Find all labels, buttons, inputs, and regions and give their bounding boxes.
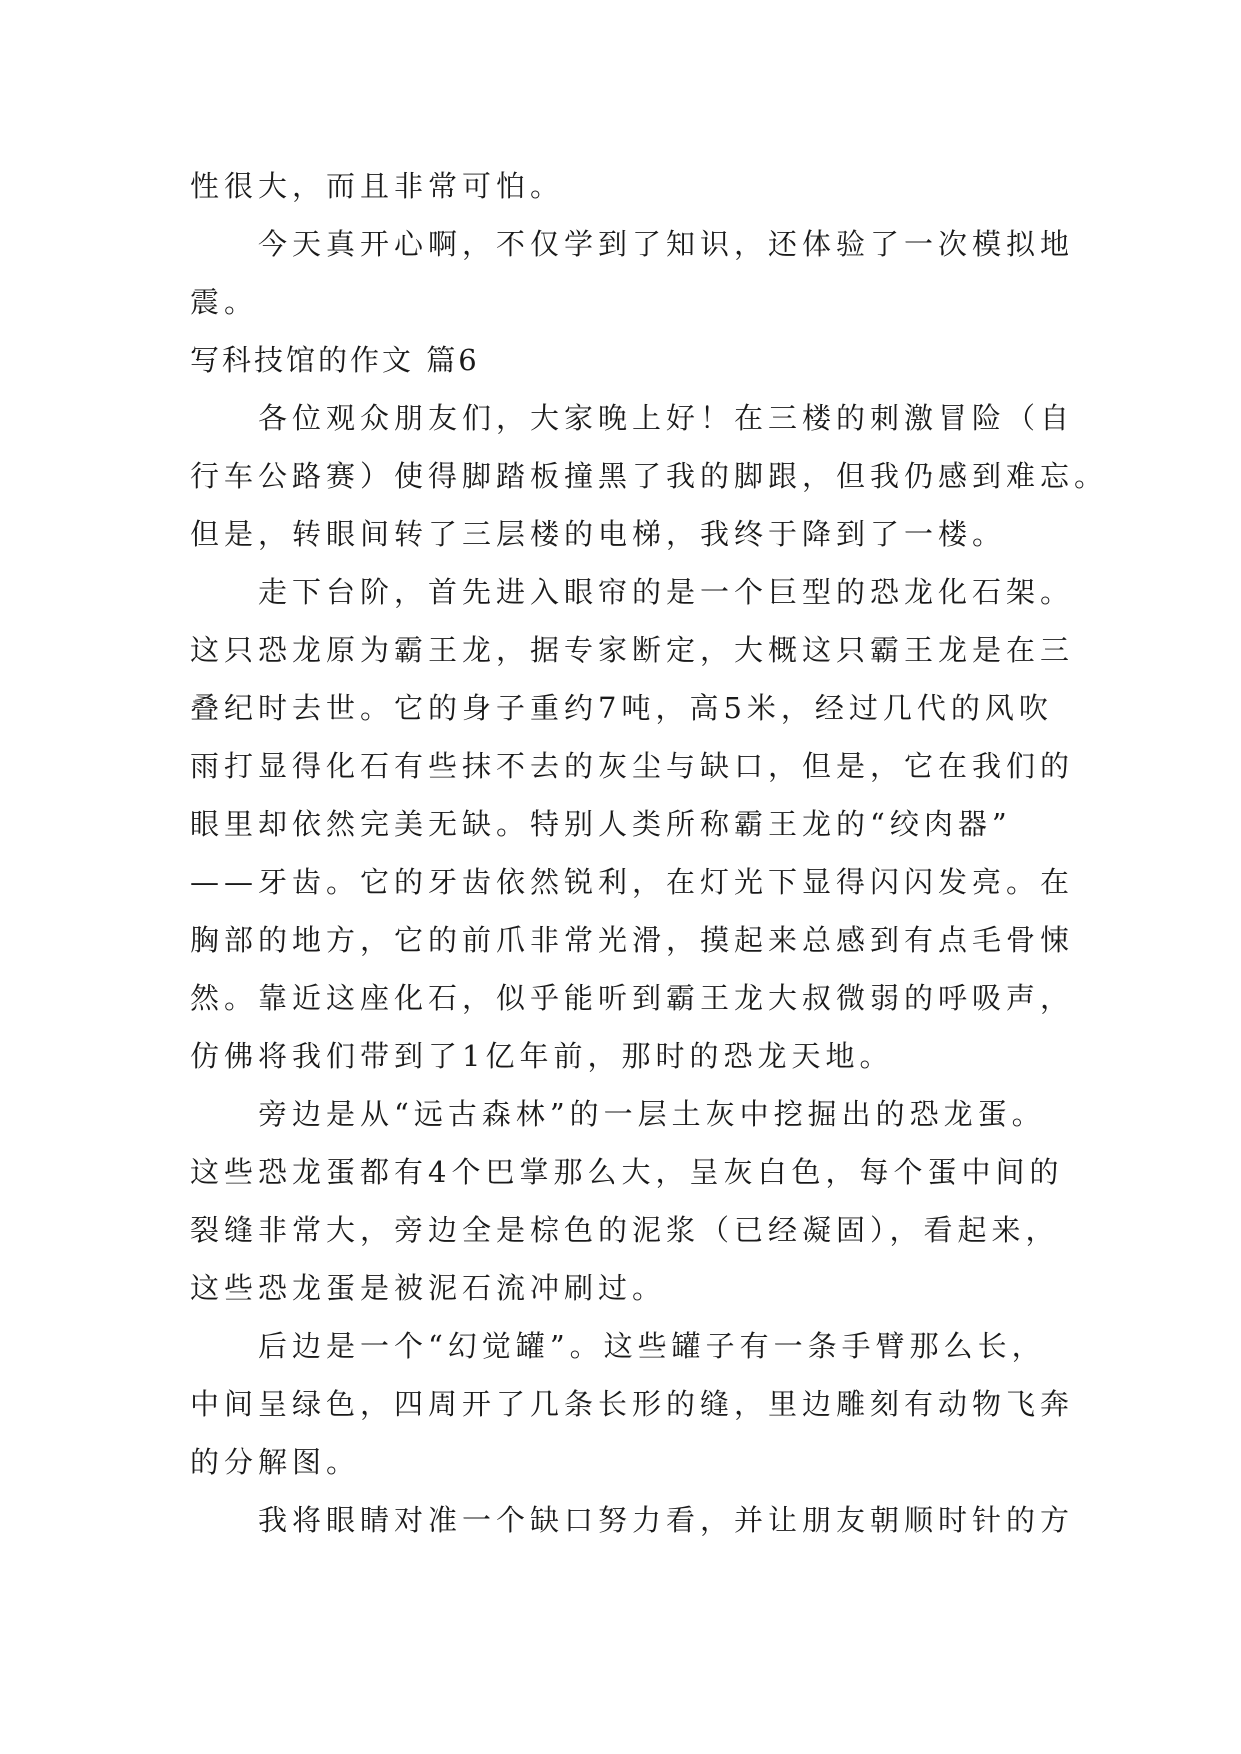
section-title: 写科技馆的作文 篇6 xyxy=(190,343,480,377)
text-line: 眼里却依然完美无缺。特别人类所称霸王龙的“绞肉器” xyxy=(190,807,1012,841)
text-line: 这些恐龙蛋是被泥石流冲刷过。 xyxy=(190,1271,667,1305)
text-line: 各位观众朋友们，大家晚上好！在三楼的刺激冒险（自 xyxy=(190,401,1075,435)
text-line: 旁边是从“远古森林”的一层土灰中挖掘出的恐龙蛋。 xyxy=(190,1097,1046,1131)
text-line: 后边是一个“幻觉罐”。这些罐子有一条手臂那么长， xyxy=(190,1329,1046,1363)
text-line: 雨打显得化石有些抹不去的灰尘与缺口，但是，它在我们的 xyxy=(190,749,1075,783)
text-line: ——牙齿。它的牙齿依然锐利，在灯光下显得闪闪发亮。在 xyxy=(190,865,1075,899)
text-line: 叠纪时去世。它的身子重约7吨，高5米，经过几代的风吹 xyxy=(190,691,1053,725)
document-body xyxy=(190,157,1109,1549)
text-line: 今天真开心啊，不仅学到了知识，还体验了一次模拟地 xyxy=(190,227,1075,261)
text-line: 震。 xyxy=(190,285,259,319)
text-line: 裂缝非常大，旁边全是棕色的泥浆（已经凝固），看起来， xyxy=(190,1213,1060,1247)
text-line: 仿佛将我们带到了1亿年前，那时的恐龙天地。 xyxy=(190,1039,894,1073)
text-line: 的分解图。 xyxy=(190,1445,361,1479)
text-line: 胸部的地方，它的前爪非常光滑，摸起来总感到有点毛骨悚 xyxy=(190,923,1075,957)
text-line: 中间呈绿色，四周开了几条长形的缝，里边雕刻有动物飞奔 xyxy=(190,1387,1075,1421)
text-line: 然。靠近这座化石，似乎能听到霸王龙大叔微弱的呼吸声， xyxy=(190,981,1075,1015)
text-line: 我将眼睛对准一个缺口努力看，并让朋友朝顺时针的方 xyxy=(190,1503,1075,1537)
text-line: 行车公路赛）使得脚踏板撞黑了我的脚跟，但我仍感到难忘。 xyxy=(190,459,1109,493)
text-line: 走下台阶，首先进入眼帘的是一个巨型的恐龙化石架。 xyxy=(190,575,1075,609)
text-line: 这只恐龙原为霸王龙，据专家断定，大概这只霸王龙是在三 xyxy=(190,633,1075,667)
text-line: 性很大，而且非常可怕。 xyxy=(190,169,565,203)
text-line: 这些恐龙蛋都有4个巴掌那么大，呈灰白色，每个蛋中间的 xyxy=(190,1155,1064,1189)
text-line: 但是，转眼间转了三层楼的电梯，我终于降到了一楼。 xyxy=(190,517,1007,551)
